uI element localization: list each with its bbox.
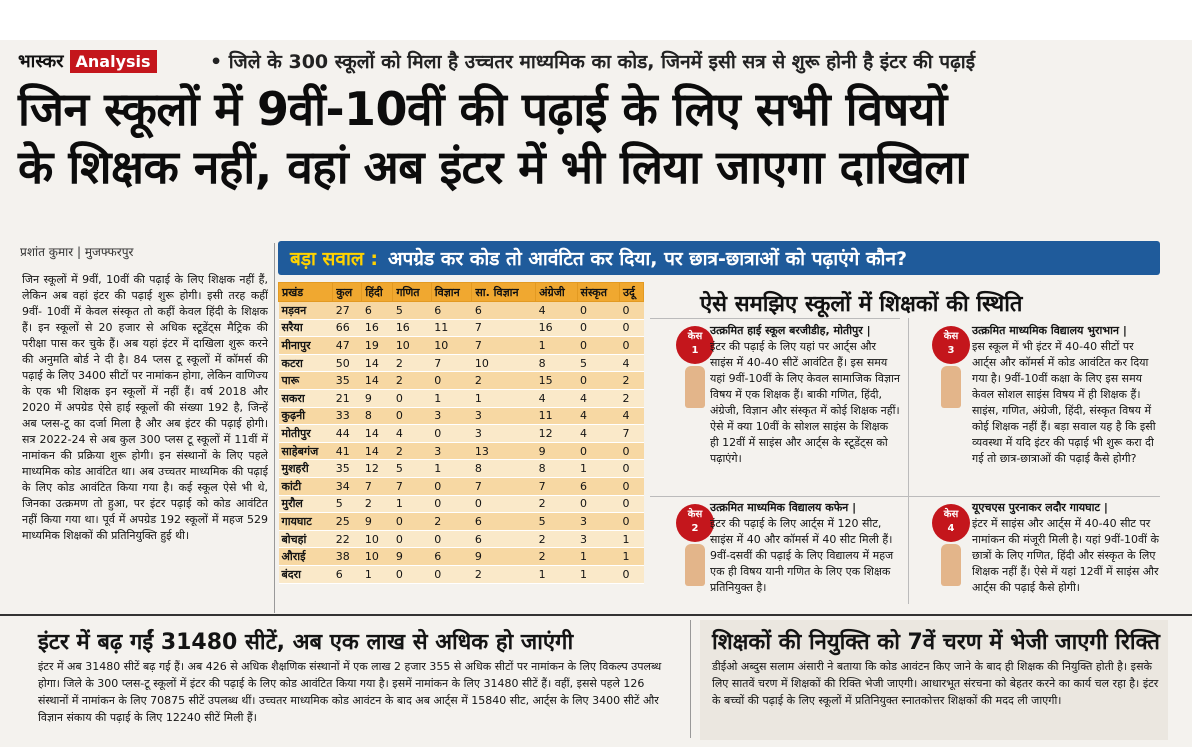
- case-2-badge: केस 2: [676, 504, 714, 542]
- case-row-divider: [650, 496, 1160, 497]
- teacher-count-cell: 33: [333, 407, 362, 425]
- teacher-count-cell: 4: [393, 425, 431, 443]
- case-4-heading: यूएचएस पुरनाकर लदौर गायघाट |: [972, 501, 1108, 514]
- teacher-count-cell: 12: [362, 460, 393, 478]
- teacher-count-cell: 1: [362, 565, 393, 583]
- teacher-count-cell: 2: [431, 513, 472, 531]
- bottom-left-title: इंटर में बढ़ गईं 31480 सीटें, अब एक लाख से अधिक हो जाएंगी: [38, 630, 574, 655]
- table-body: [279, 302, 644, 584]
- teacher-count-cell: 2: [536, 495, 577, 513]
- case-2: [710, 500, 900, 596]
- teacher-count-cell: 9: [536, 442, 577, 460]
- teacher-count-cell: 14: [362, 425, 393, 443]
- teacher-count-cell: 15: [536, 372, 577, 390]
- teacher-count-cell: 35: [333, 460, 362, 478]
- paper-name: भास्कर: [18, 51, 64, 72]
- teacher-count-cell: 34: [333, 477, 362, 495]
- teacher-count-cell: 0: [577, 302, 619, 320]
- case-4-badge: केस 4: [932, 504, 970, 542]
- teacher-count-cell: 4: [577, 407, 619, 425]
- teacher-count-cell: 5: [333, 495, 362, 513]
- teacher-count-cell: 1: [619, 548, 643, 566]
- teacher-count-cell: 0: [431, 425, 472, 443]
- case-2-text: इंटर की पढ़ाई के लिए आर्ट्स में 120 सीट, साइंस में 40 और कॉमर्स में 40 सीट मिली हैं। 9वीं-दसवीं की पढ़ाई के लिए विद्यालय में महज एक ही विषय यानी गणित के लिए एक शिक्षक प्रतिनियुक्त है।: [710, 517, 894, 594]
- teacher-count-cell: 7: [536, 477, 577, 495]
- block-name-cell: मीनापुर: [279, 337, 333, 355]
- table-row: [279, 302, 644, 320]
- hand-holding-sign-icon: [685, 366, 705, 408]
- teacher-count-cell: 6: [472, 513, 536, 531]
- teacher-count-cell: 3: [431, 407, 472, 425]
- teacher-count-cell: 0: [577, 319, 619, 337]
- case-1-text: इंटर की पढ़ाई के लिए यहां पर आर्ट्स और साइंस में 40-40 सीटें आवंटित हैं। इस समय यहां 9वीं-10वीं के लिए केवल सामाजिक विज्ञान विषय में एक शिक्षक हैं। बाकी गणित, हिंदी, अंग्रेजी, विज्ञान और संस्कृत में कोई शिक्षक नहीं। ऐसे में क्या 10वीं के सोशल साइंस के शिक्षक ही 12वीं में साइंस और आर्ट्स के स्टूडेंट्स को पढ़ाएंगे।: [710, 340, 900, 465]
- table-row: [279, 372, 644, 390]
- teacher-count-cell: 16: [393, 319, 431, 337]
- teacher-count-cell: 1: [536, 337, 577, 355]
- teacher-count-cell: 7: [431, 354, 472, 372]
- teacher-count-cell: 0: [619, 302, 643, 320]
- table-row: [279, 425, 644, 443]
- table-header-cell: संस्कृत: [577, 283, 619, 302]
- hand-holding-sign-icon: [685, 544, 705, 586]
- teacher-count-cell: 5: [393, 460, 431, 478]
- teacher-count-cell: 21: [333, 389, 362, 407]
- question-text: अपग्रेड कर कोड तो आवंटित कर दिया, पर छात्र-छात्राओं को पढ़ाएंगे कौन?: [387, 248, 908, 270]
- teacher-count-cell: 6: [472, 302, 536, 320]
- teacher-count-cell: 0: [431, 372, 472, 390]
- table-row: [279, 319, 644, 337]
- teacher-count-cell: 5: [393, 302, 431, 320]
- table-row: [279, 442, 644, 460]
- teacher-count-cell: 0: [577, 337, 619, 355]
- teacher-count-cell: 10: [362, 548, 393, 566]
- teacher-count-cell: 10: [393, 337, 431, 355]
- teacher-count-cell: 0: [619, 565, 643, 583]
- teacher-count-cell: 0: [431, 477, 472, 495]
- bottom-left-text: इंटर में अब 31480 सीटें बढ़ गई हैं। अब 426 से अधिक शैक्षणिक संस्थानों में एक लाख 2 हजार 355 से अधिक सीटों पर नामांकन के लिए विकल्प उपलब्ध होगा। जिले के 300 प्लस-टू स्कूलों में इंटर की पढ़ाई के लिए कोड आवंटित किया गया है। इसमें नामांकन के लिए 31480 सीटें हैं। वहीं, इससे पहले 126 संस्थानों में नामांकन के लिए 70875 सीटें उपलब्ध थीं। उच्चतर माध्यमिक कोड आवंटन के बाद अब आर्ट्स में 15840 सीट, आर्ट्स के लिए 3400 सीटें और विज्ञान संकाय की पढ़ाई के लिए 12240 सीटें मिली हैं।: [38, 660, 662, 724]
- case-column-divider: [908, 318, 909, 604]
- teacher-count-cell: 0: [393, 513, 431, 531]
- table-row: [279, 548, 644, 566]
- table-header-cell: गणित: [393, 283, 431, 302]
- teacher-count-cell: 6: [577, 477, 619, 495]
- left-article-text: जिन स्कूलों में 9वीं, 10वीं की पढ़ाई के लिए शिक्षक नहीं हैं, लेकिन अब वहां इंटर की पढ़ाई शुरू होगी। इसी तरह कहीं 9वीं- 10वीं में केवल संस्कृत तो कहीं केवल हिंदी के शिक्षक हैं। इन स्कूलों से 20 हजार से अधिक स्टूडेंट्स मैट्रिक की परीक्षा पास कर चुके हैं। अब यहां इंटर में दाखिला शुरू करने की अनुमति बोर्ड ने दी है। 84 प्लस टू स्कूलों में कॉमर्स की पढ़ाई के लिए 3400 सीटों पर नामांकन होगा, लेकिन वाणिज्य के एक भी शिक्षक इन स्कूलों में नहीं हैं। वर्ष 2018 और 2020 में अपग्रेड ऐसे हाई स्कूलों की संख्या 192 है, जिन्हें अब प्लस-टू का दर्जा मिला है और अब इंटर की पढ़ाई होगी। सत्र 2022-24 से अब कुल 300 प्लस टू स्कूलों में 11वीं में नामांकन की प्रक्रिया शुरू होगी। इन संस्थानों के लिए पहले माध्यमिक कोड आवंटित था। अब उच्चतर माध्यमिक की पढ़ाई के लिए कोड आवंटित किया गया है। कई स्कूल ऐसे भी थे, जिनका उत्क्रमण तो हुआ, पर इंटर पढ़ाई को कोड आवंटित नहीं किया गया था। पूर्व में अपग्रेड 192 स्कूलों में महज 529 माध्यमिक शिक्षकों की प्रतिनियुक्ति हुई थी।: [22, 273, 268, 542]
- teacher-count-cell: 4: [619, 407, 643, 425]
- teacher-count-cell: 0: [393, 565, 431, 583]
- table-row: [279, 337, 644, 355]
- teacher-count-cell: 8: [536, 460, 577, 478]
- bottom-right-title: शिक्षकों की नियुक्ति को 7वें चरण में भेजी जाएगी रिक्ति: [712, 630, 1160, 655]
- teacher-count-cell: 14: [362, 372, 393, 390]
- teacher-count-cell: 5: [577, 354, 619, 372]
- block-name-cell: गायघाट: [279, 513, 333, 531]
- table-header-cell: कुल: [333, 283, 362, 302]
- teacher-count-cell: 6: [362, 302, 393, 320]
- teacher-count-cell: 0: [393, 530, 431, 548]
- teacher-count-cell: 0: [431, 530, 472, 548]
- teacher-count-cell: 2: [536, 530, 577, 548]
- teacher-count-cell: 10: [431, 337, 472, 355]
- big-question-bar: [278, 241, 1160, 275]
- teacher-count-cell: 41: [333, 442, 362, 460]
- teacher-count-cell: 35: [333, 372, 362, 390]
- case-4: [972, 500, 1160, 596]
- teacher-count-cell: 1: [536, 565, 577, 583]
- case-2-heading: उत्क्रमित माध्यमिक विद्यालय कफेन |: [710, 501, 857, 514]
- case-3-heading: उत्क्रमित माध्यमिक विद्यालय भुराभान |: [972, 324, 1127, 337]
- block-name-cell: कांटी: [279, 477, 333, 495]
- teacher-count-cell: 9: [472, 548, 536, 566]
- brand-label: [18, 48, 157, 74]
- teacher-count-cell: 0: [431, 565, 472, 583]
- headline-line-2: के शिक्षक नहीं, वहां अब इंटर में भी लिया जाएगा दाखिला: [18, 140, 967, 194]
- top-blank-strip: [0, 0, 1192, 40]
- teacher-count-cell: 1: [431, 460, 472, 478]
- block-name-cell: कुढ़नी: [279, 407, 333, 425]
- teacher-count-cell: 14: [362, 354, 393, 372]
- question-label: बड़ा सवाल :: [290, 248, 378, 270]
- table-row: [279, 407, 644, 425]
- block-name-cell: औराई: [279, 548, 333, 566]
- teacher-count-cell: 1: [431, 389, 472, 407]
- table-header-cell: अंग्रेजी: [536, 283, 577, 302]
- teacher-count-cell: 5: [536, 513, 577, 531]
- teacher-count-cell: 14: [362, 442, 393, 460]
- teacher-count-cell: 0: [472, 495, 536, 513]
- teacher-count-cell: 2: [619, 372, 643, 390]
- teacher-count-cell: 0: [619, 319, 643, 337]
- teacher-count-cell: 13: [472, 442, 536, 460]
- block-name-cell: पारू: [279, 372, 333, 390]
- teacher-count-cell: 2: [393, 354, 431, 372]
- teacher-count-cell: 3: [472, 407, 536, 425]
- table-header-cell: उर्दू: [619, 283, 643, 302]
- teacher-count-cell: 1: [577, 548, 619, 566]
- teacher-count-cell: 7: [472, 319, 536, 337]
- teacher-count-cell: 2: [393, 372, 431, 390]
- teacher-count-cell: 7: [472, 477, 536, 495]
- teacher-count-cell: 4: [536, 389, 577, 407]
- teacher-count-cell: 7: [472, 337, 536, 355]
- teacher-count-cell: 10: [472, 354, 536, 372]
- teacher-count-cell: 44: [333, 425, 362, 443]
- teacher-count-cell: 50: [333, 354, 362, 372]
- block-name-cell: मुशहरी: [279, 460, 333, 478]
- teacher-count-cell: 4: [577, 389, 619, 407]
- teacher-count-cell: 7: [393, 477, 431, 495]
- teacher-count-cell: 12: [536, 425, 577, 443]
- teacher-count-cell: 0: [619, 442, 643, 460]
- teacher-count-cell: 2: [362, 495, 393, 513]
- block-name-cell: कटरा: [279, 354, 333, 372]
- table-header-cell: विज्ञान: [431, 283, 472, 302]
- teacher-count-cell: 47: [333, 337, 362, 355]
- teacher-count-cell: 2: [472, 372, 536, 390]
- teacher-count-cell: 3: [431, 442, 472, 460]
- case-3: [972, 323, 1160, 467]
- teacher-count-cell: 11: [536, 407, 577, 425]
- case-divider: [650, 318, 900, 319]
- kicker-line: • जिले के 300 स्कूलों को मिला है उच्चतर माध्यमिक का कोड, जिनमें इसी सत्र से शुरू होनी है इंटर की पढ़ाई: [210, 51, 976, 73]
- teacher-count-cell: 1: [393, 495, 431, 513]
- teacher-count-cell: 9: [362, 389, 393, 407]
- block-name-cell: मोतीपुर: [279, 425, 333, 443]
- block-name-cell: सरैया: [279, 319, 333, 337]
- case-3-text: इस स्कूल में भी इंटर में 40-40 सीटों पर आर्ट्स और कॉमर्स में कोड आवंटित कर दिया गया है। 9वीं-10वीं कक्षा के लिए इस समय केवल सोशल साइंस विषय में ही शिक्षक हैं। साइंस, गणित, अंग्रेजी, हिंदी, संस्कृत विषय में कोई शिक्षक नहीं हैं। बड़ा सवाल यह है कि इसी व्यवस्था में यदि इंटर की पढ़ाई भी शुरू करा दी गई तो छात्र-छात्राओं की पढ़ाई कैसे होगी?: [972, 340, 1156, 465]
- block-name-cell: मुरौल: [279, 495, 333, 513]
- teacher-count-cell: 1: [619, 530, 643, 548]
- table-header-cell: प्रखंड: [279, 283, 333, 302]
- teacher-count-cell: 8: [536, 354, 577, 372]
- teacher-count-cell: 0: [619, 460, 643, 478]
- teacher-count-cell: 4: [619, 354, 643, 372]
- teacher-count-cell: 10: [362, 530, 393, 548]
- teacher-count-cell: 3: [577, 530, 619, 548]
- column-divider: [274, 243, 275, 613]
- teacher-count-cell: 1: [472, 389, 536, 407]
- teacher-count-cell: 0: [393, 389, 431, 407]
- headline-line-1: जिन स्कूलों में 9वीं-10वीं की पढ़ाई के लिए सभी विषयों: [18, 82, 947, 136]
- teacher-count-cell: 1: [577, 565, 619, 583]
- teacher-count-cell: 1: [577, 460, 619, 478]
- teacher-count-cell: 2: [393, 442, 431, 460]
- teacher-count-cell: 11: [431, 319, 472, 337]
- teacher-count-cell: 2: [472, 565, 536, 583]
- table-row: [279, 530, 644, 548]
- teacher-count-cell: 0: [393, 407, 431, 425]
- teacher-count-cell: 9: [362, 513, 393, 531]
- teacher-count-cell: 16: [362, 319, 393, 337]
- block-name-cell: सकरा: [279, 389, 333, 407]
- teacher-count-cell: 6: [431, 302, 472, 320]
- block-name-cell: बंदरा: [279, 565, 333, 583]
- teacher-count-cell: 8: [472, 460, 536, 478]
- byline: प्रशांत कुमार | मुजफ्फरपुर: [20, 245, 134, 259]
- teacher-count-cell: 6: [431, 548, 472, 566]
- hand-holding-sign-icon: [941, 544, 961, 586]
- teacher-count-cell: 3: [472, 425, 536, 443]
- bottom-section-rule: [0, 614, 1192, 616]
- teacher-count-cell: 0: [619, 477, 643, 495]
- teacher-count-cell: 25: [333, 513, 362, 531]
- teacher-count-cell: 66: [333, 319, 362, 337]
- teacher-count-cell: 22: [333, 530, 362, 548]
- table-row: [279, 513, 644, 531]
- bottom-right-text: डीईओ अब्दुस सलाम अंसारी ने बताया कि कोड आवंटन किए जाने के बाद ही शिक्षक की नियुक्ति होती है। इसके लिए सातवें चरण में शिक्षकों की रिक्ति भेजी जाएगी। आधारभूत संरचना को बेहतर करने का कार्य चल रहा है। इंटर के बच्चों की पढ़ाई के लिए स्कूलों में प्रतिनियुक्त स्नातकोत्तर शिक्षकों की मदद ली जाएगी।: [712, 660, 1159, 707]
- teacher-count-cell: 2: [536, 548, 577, 566]
- teacher-count-cell: 7: [619, 425, 643, 443]
- table-row: [279, 495, 644, 513]
- table-row: [279, 565, 644, 583]
- case-1-heading: उत्क्रमित हाई स्कूल बरजीडीह, मोतीपुर |: [710, 324, 871, 337]
- teacher-count-cell: 0: [431, 495, 472, 513]
- block-name-cell: मड़वन: [279, 302, 333, 320]
- teacher-count-cell: 6: [472, 530, 536, 548]
- teacher-count-cell: 0: [577, 372, 619, 390]
- teacher-count-cell: 4: [536, 302, 577, 320]
- case-1: [710, 323, 900, 467]
- table-header-row: [279, 283, 644, 302]
- teacher-count-cell: 2: [619, 389, 643, 407]
- teacher-count-cell: 38: [333, 548, 362, 566]
- bottom-divider: [690, 620, 691, 738]
- table-row: [279, 477, 644, 495]
- teacher-count-cell: 4: [577, 425, 619, 443]
- teacher-count-cell: 27: [333, 302, 362, 320]
- teacher-count-cell: 0: [577, 442, 619, 460]
- right-panel-title: ऐसे समझिए स्कूलों में शिक्षकों की स्थिति: [700, 292, 1023, 317]
- analysis-tag: Analysis: [70, 50, 157, 73]
- block-name-cell: बोचहां: [279, 530, 333, 548]
- teacher-count-table: [278, 282, 644, 584]
- teacher-count-cell: 0: [619, 495, 643, 513]
- teacher-count-cell: 19: [362, 337, 393, 355]
- case-1-badge: केस 1: [676, 326, 714, 364]
- teacher-count-cell: 0: [619, 337, 643, 355]
- teacher-count-cell: 6: [333, 565, 362, 583]
- table-row: [279, 389, 644, 407]
- teacher-count-cell: 16: [536, 319, 577, 337]
- teacher-count-cell: 8: [362, 407, 393, 425]
- hand-holding-sign-icon: [941, 366, 961, 408]
- table-row: [279, 354, 644, 372]
- case-3-badge: केस 3: [932, 326, 970, 364]
- block-name-cell: साहेबगंज: [279, 442, 333, 460]
- teacher-count-cell: 3: [577, 513, 619, 531]
- table-header-cell: सा. विज्ञान: [472, 283, 536, 302]
- teacher-count-cell: 0: [577, 495, 619, 513]
- table-header-cell: हिंदी: [362, 283, 393, 302]
- case-4-text: इंटर में साइंस और आर्ट्स में 40-40 सीट पर नामांकन की मंजूरी मिली है। यहां 9वीं-10वीं के छात्रों के लिए गणित, हिंदी और संस्कृत के लिए शिक्षक नहीं हैं। ऐसे में यहां 12वीं में साइंस और आर्ट्स की पढ़ाई कैसे होगी।: [972, 517, 1159, 594]
- table-row: [279, 460, 644, 478]
- teacher-count-cell: 7: [362, 477, 393, 495]
- teacher-count-cell: 9: [393, 548, 431, 566]
- headline: [18, 80, 1178, 196]
- teacher-count-cell: 0: [619, 513, 643, 531]
